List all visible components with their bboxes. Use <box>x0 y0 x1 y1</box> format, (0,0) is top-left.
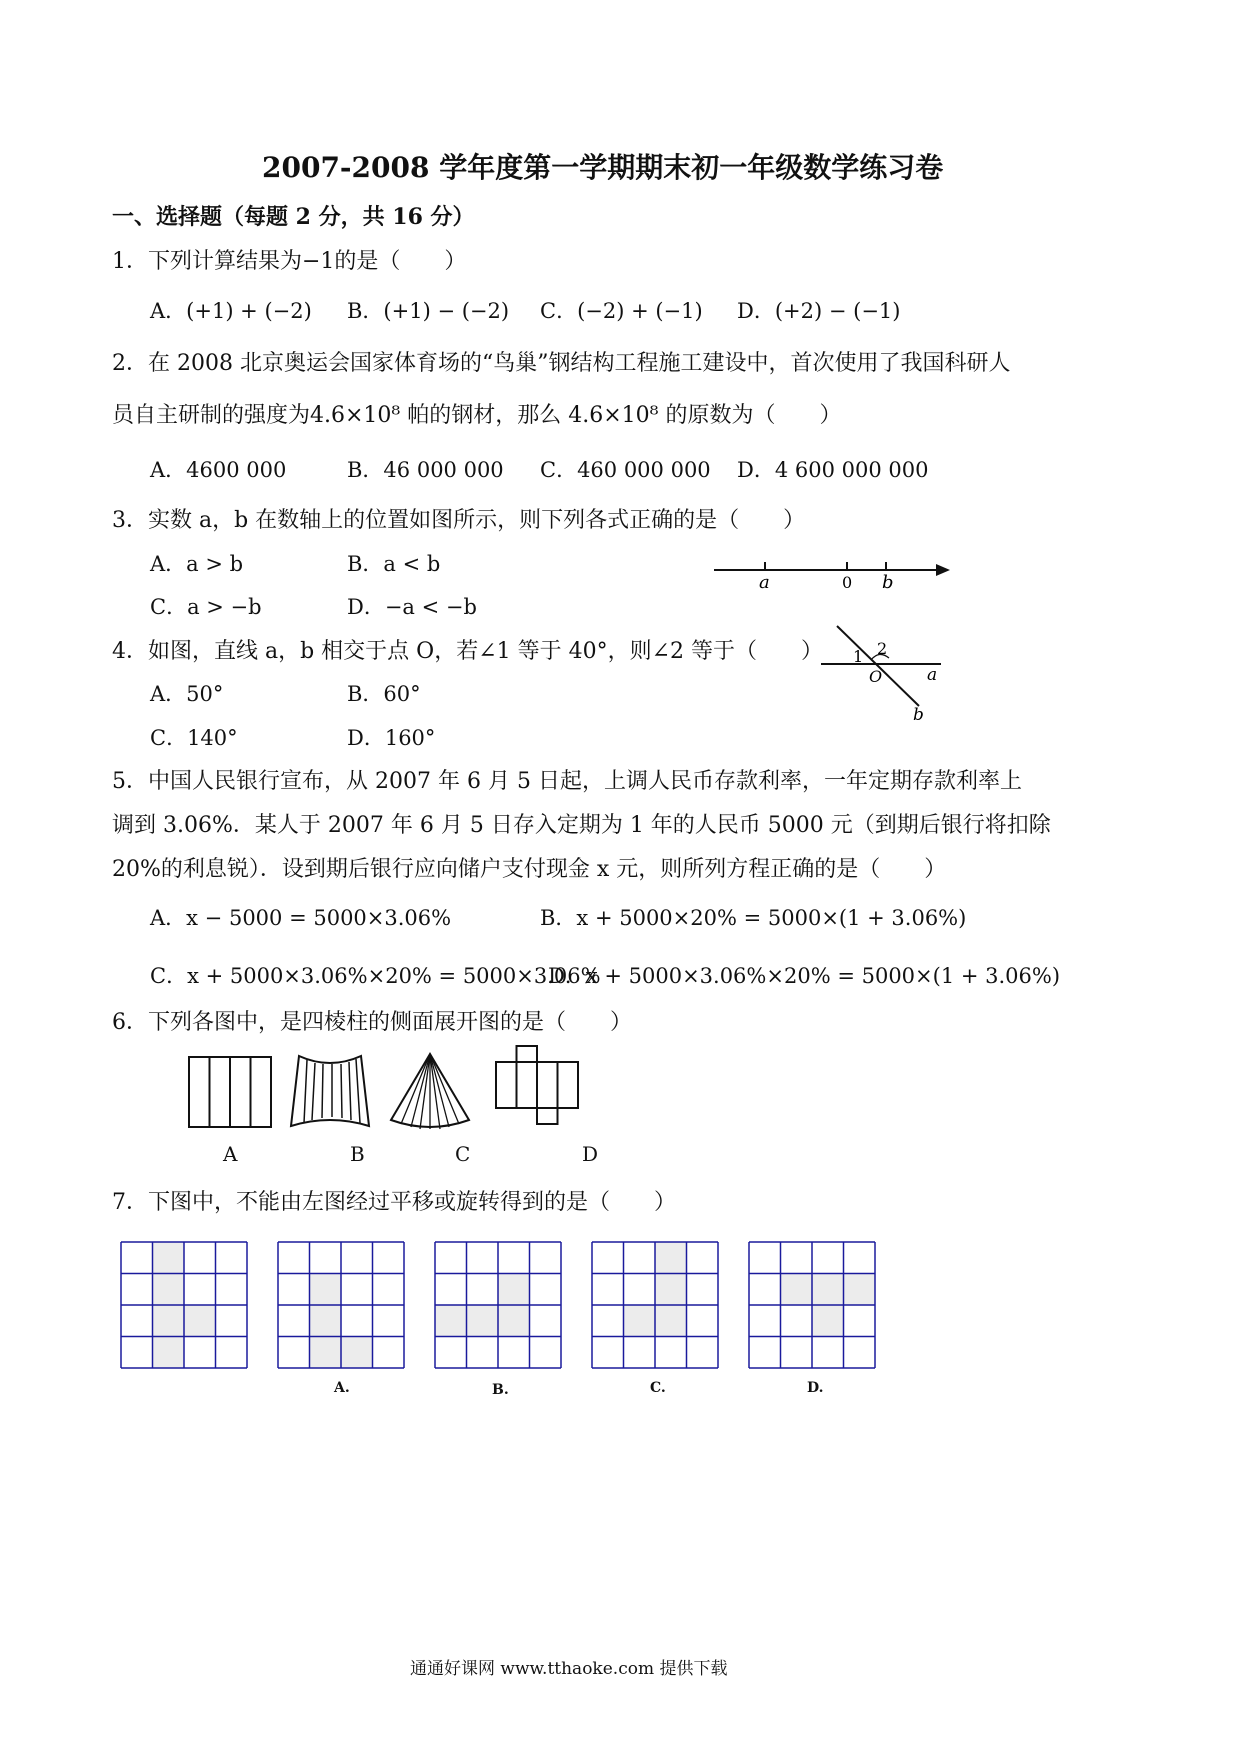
question-4-option-c: C．140° <box>150 726 238 750</box>
grid-label-d: D. <box>807 1380 824 1396</box>
label-0: 0 <box>842 573 853 592</box>
question-3-option-b: B．a < b <box>347 552 441 576</box>
grid-shaded-cell <box>498 1305 530 1337</box>
question-5-option-d: D．x + 5000×3.06%×20% = 5000×(1 + 3.06%) <box>548 964 1061 988</box>
grid-shaded-cell <box>844 1274 876 1306</box>
number-line-arrow <box>936 564 950 576</box>
label-line-b: b <box>913 705 924 725</box>
net-label-a: A <box>223 1142 238 1166</box>
grid-figure-0 <box>121 1242 247 1368</box>
question-2-option-c: C．460 000 000 <box>540 458 711 482</box>
grid-shaded-cell <box>153 1305 185 1337</box>
question-2-option-a: A．4600 000 <box>150 458 287 482</box>
line-b <box>837 626 919 706</box>
question-4-option-b: B．60° <box>347 682 421 706</box>
grid-figure-1 <box>278 1242 404 1368</box>
grid-shaded-cell <box>812 1274 844 1306</box>
question-4-stem: 4．如图，直线 a，b 相交于点 O，若∠1 等于 40°，则∠2 等于（ ） <box>112 639 824 664</box>
grid-shaded-cell <box>184 1305 216 1337</box>
grid-label-a: A. <box>334 1380 350 1396</box>
grid-shaded-cell <box>655 1274 687 1306</box>
grid-shaded-cell <box>310 1305 342 1337</box>
question-1-option-a: A．(+1) + (−2) <box>150 299 312 323</box>
question-2-stem-line2: 员自主研制的强度为4.6×10⁸ 帕的钢材，那么 4.6×10⁸ 的原数为（ ） <box>112 403 842 428</box>
question-5-option-c: C．x + 5000×3.06%×20% = 5000×3.06% <box>150 964 601 988</box>
grid-shaded-cell <box>153 1274 185 1306</box>
question-4-option-d: D．160° <box>347 726 436 750</box>
grid-shaded-cell <box>435 1305 467 1337</box>
section-heading: 一、选择题（每题 2 分，共 16 分） <box>112 204 475 230</box>
question-5-stem-line3: 20%的利息锐）．设到期后银行应向储户支付现金 x 元，则所列方程正确的是（ ） <box>112 857 947 882</box>
net-label-c: C <box>455 1142 471 1166</box>
page-title: 2007-2008 学年度第一学期期末初一年级数学练习卷 <box>262 151 944 184</box>
grid-figure-2 <box>435 1242 561 1368</box>
grid-figure-3 <box>592 1242 718 1368</box>
question-4-option-a: A．50° <box>150 682 224 706</box>
question-6-stem: 6．下列各图中，是四棱柱的侧面展开图的是（ ） <box>112 1010 632 1035</box>
label-o: O <box>869 667 883 686</box>
question-5-stem-line1: 5．中国人民银行宣布，从 2007 年 6 月 5 日起，上调人民币存款利率，一年定期存款利率上 <box>112 769 1022 794</box>
net-figure-a <box>188 1056 274 1130</box>
grid-shaded-cell <box>467 1305 499 1337</box>
number-line-figure <box>710 556 960 596</box>
label-b: b <box>882 572 894 593</box>
grid-shaded-cell <box>341 1337 373 1369</box>
grid-figures <box>0 1236 1240 1376</box>
question-3-option-c: C．a > −b <box>150 595 262 619</box>
label-line-a: a <box>927 665 938 685</box>
net-figure-d <box>494 1044 582 1128</box>
label-angle-2: 2 <box>877 639 888 658</box>
footer-source: 通通好课网 www.tthaoke.com 提供下载 <box>410 1659 728 1679</box>
net-label-d: D <box>582 1142 599 1166</box>
grid-shaded-cell <box>655 1242 687 1274</box>
question-5-option-b: B．x + 5000×20% = 5000×(1 + 3.06%) <box>540 906 967 930</box>
question-2-option-d: D．4 600 000 000 <box>737 458 929 482</box>
grid-shaded-cell <box>655 1305 687 1337</box>
question-2-stem-line1: 2．在 2008 北京奥运会国家体育场的“鸟巢”钢结构工程施工建设中，首次使用了我国科研人 <box>112 351 1011 376</box>
label-a: a <box>759 572 770 593</box>
question-3-stem: 3．实数 a，b 在数轴上的位置如图所示，则下列各式正确的是（ ） <box>112 508 806 533</box>
grid-shaded-cell <box>624 1305 656 1337</box>
grid-shaded-cell <box>310 1274 342 1306</box>
question-5-stem-line2: 调到 3.06%．某人于 2007 年 6 月 5 日存入定期为 1 年的人民币 5000 元（到期后银行将扣除 <box>112 813 1051 838</box>
grid-shaded-cell <box>498 1274 530 1306</box>
grid-shaded-cell <box>310 1337 342 1369</box>
net-figure-c <box>385 1052 475 1132</box>
question-7-stem: 7．下图中，不能由左图经过平移或旋转得到的是（ ） <box>112 1190 676 1215</box>
question-1-option-c: C．(−2) + (−1) <box>540 299 703 323</box>
net-figure-b <box>285 1054 375 1130</box>
label-angle-1: 1 <box>853 647 864 666</box>
grid-figure-4 <box>749 1242 875 1368</box>
question-1-option-d: D．(+2) − (−1) <box>737 299 901 323</box>
question-5-option-a: A．x − 5000 = 5000×3.06% <box>150 906 452 930</box>
question-3-option-a: A．a > b <box>150 552 244 576</box>
question-1-option-b: B．(+1) − (−2) <box>347 299 510 323</box>
question-1-stem: 1．下列计算结果为−1的是（ ） <box>112 249 467 274</box>
question-2-option-b: B．46 000 000 <box>347 458 504 482</box>
grid-label-b: B. <box>492 1382 509 1398</box>
intersecting-lines-figure <box>815 620 955 725</box>
grid-shaded-cell <box>812 1305 844 1337</box>
question-3-option-d: D．−a < −b <box>347 595 477 619</box>
net-label-b: B <box>350 1142 365 1166</box>
grid-shaded-cell <box>153 1242 185 1274</box>
grid-label-c: C. <box>650 1380 666 1396</box>
grid-shaded-cell <box>781 1274 813 1306</box>
grid-shaded-cell <box>153 1337 185 1369</box>
